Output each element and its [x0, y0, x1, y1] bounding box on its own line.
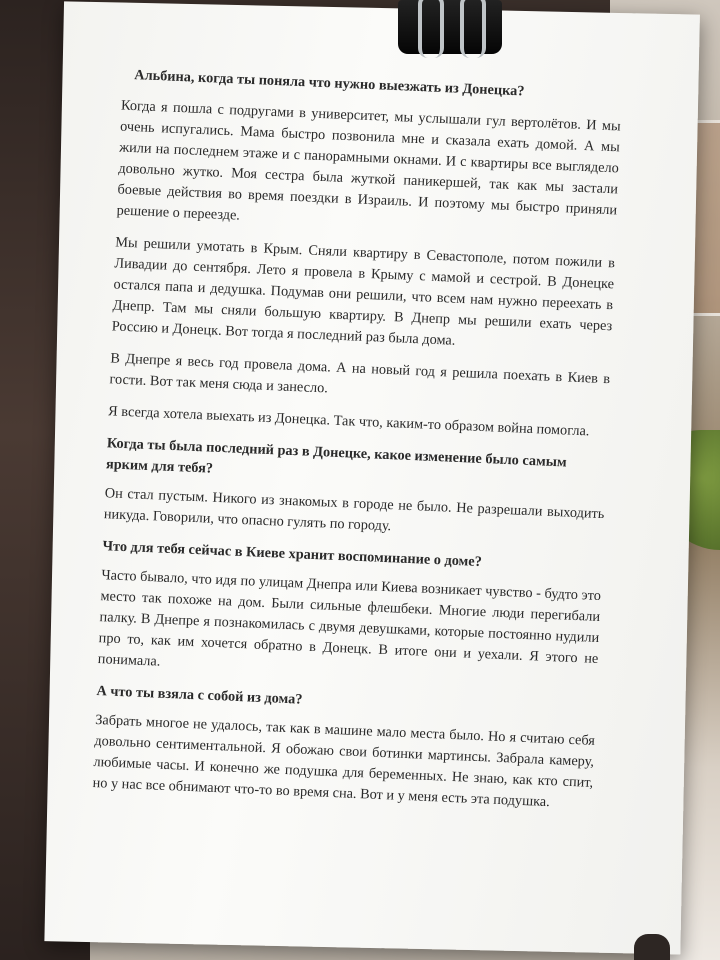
answer-paragraph: Забрать многое не удалось, так как в машине мало места было. Но я считаю себя довольно сентиментальной. Я обожаю свои ботинки мартинсы. Забрала камеру, любимые часы. И конечно же подушка для беременных. Не знаю, как кто спит, но у нас все обнимают что-то во время сна. Вот и у меня есть эта подушка. — [92, 712, 596, 811]
answer-paragraph: Мы решили умотать в Крым. Сняли квартиру в Севастополе, потом пожили в Ливадии до сентября. Лето я провела в Крыму с мамой и сестрой. В Донецке остался папа и дедушка. Подумав они решили, что всем нам нужно переехать в Днепр. Там мы сняли большую квартиру. В Днепр мы решили ехать через Россию и Донецк. Вот тогда я последний раз была дома. — [111, 234, 616, 349]
clip-wire — [460, 0, 486, 58]
answer-paragraph: Я всегда хотела выехать из Донецка. Так что, каким-то образом война помогла. — [107, 403, 590, 440]
question-heading-2: Когда ты была последний раз в Донецке, какое изменение было самым ярким для тебя? — [105, 435, 567, 477]
answer-paragraph: Когда я пошла с подругами в университет, мы услышали гул вертолётов. И мы очень испугались. Мама быстро позвонила мне и сказала ехать домой. А мы жили на последнем этаже и с панорамными окнами. И с квартиры все выглядело довольно жутко. Моя сестра была жуткой паникершей, так как мы застали боевые действия во время поездки в Израиль. И поэтому мы быстро приняли решение о переезде. — [116, 97, 621, 224]
paper-sheet — [44, 1, 700, 954]
binder-clip-icon — [398, 0, 502, 54]
question-heading-4: А что ты взяла с собой из дома? — [96, 683, 303, 708]
thumb-holding-paper — [634, 934, 670, 960]
question-heading-3: Что для тебя сейчас в Киеве хранит воспоминание о доме? — [102, 538, 483, 571]
answer-paragraph: Он стал пустым. Никого из знакомых в городе не было. Не разрешали выходить никуда. Говорили, что опасно гулять по городу. — [103, 485, 605, 535]
answer-paragraph: В Днепре я весь год провела дома. А на новый год я решила поехать в Киев в гости. Вот так меня сюда и занесло. — [109, 350, 611, 397]
question-heading-1: Альбина, когда ты поняла что нужно выезжать из Донецка? — [133, 67, 525, 100]
answer-paragraph: Часто бывало, что идя по улицам Днепра или Киева возникает чувство - будто это место так похоже на дом. Были сильные флешбеки. Многие люди перегибали палку. В Днепре я познакомилась с двумя девушками, которые постоянно нудили про то, как им хочется обратно в Донецк. В итоге они и уехали. Я этого не понимала. — [97, 567, 602, 670]
document-text — [92, 65, 623, 826]
clip-wire — [418, 0, 444, 58]
